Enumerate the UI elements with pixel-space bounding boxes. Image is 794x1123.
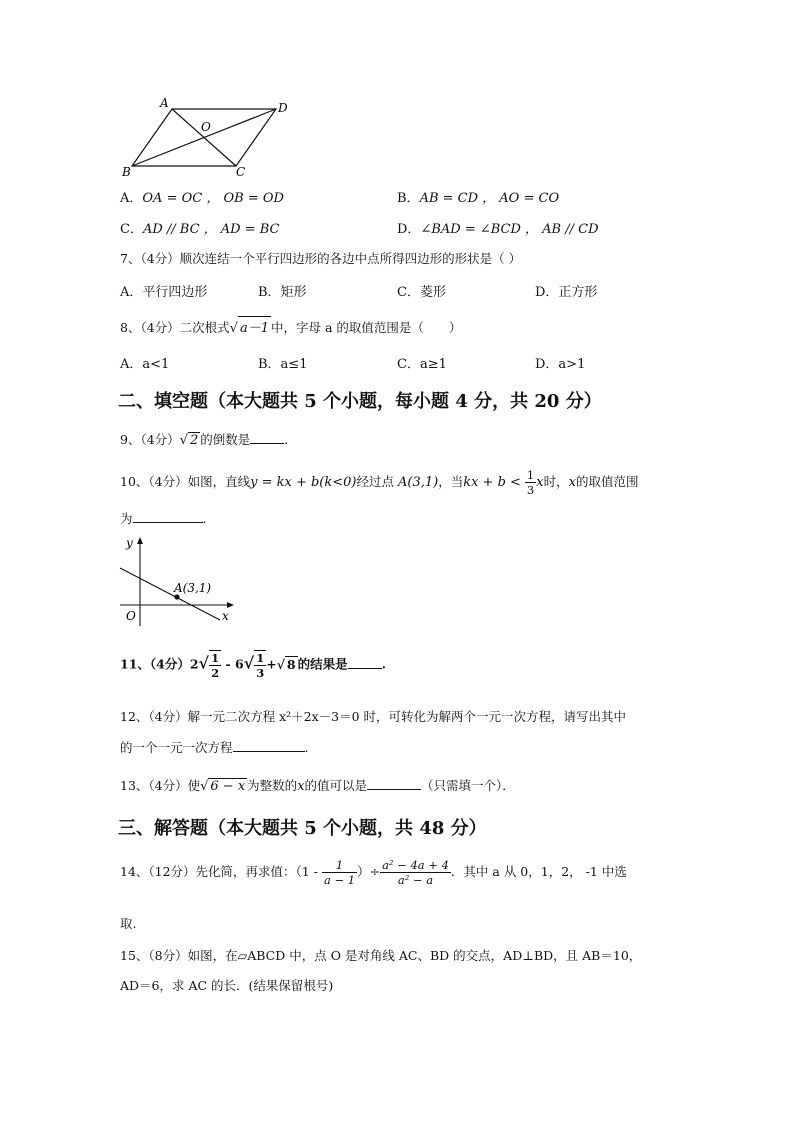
q10-mid3: 时，	[543, 474, 569, 489]
q9-suffix: 的倒数是	[200, 432, 251, 447]
x-axis-arrow	[227, 602, 234, 608]
q8-prefix: 8、（4分）二次根式	[120, 320, 230, 335]
option-letter: A．	[120, 191, 143, 206]
q14-f2-num: a² − 4a + 4	[382, 858, 449, 872]
q13-prefix: 13、（4分）使	[120, 778, 201, 793]
q10-point: A(3,1)	[397, 475, 439, 490]
q7-option-b: B．矩形	[258, 285, 307, 300]
q10-fraction	[525, 468, 536, 497]
label-c: C	[236, 165, 246, 179]
label-x: x	[222, 609, 229, 623]
q13	[120, 776, 515, 794]
q10-line1	[120, 468, 638, 497]
q12-line2-text: 的一个一元一次方程	[120, 740, 233, 755]
y-axis-arrow	[137, 537, 143, 544]
q11-radical-1: √	[198, 653, 210, 673]
q6-option-d	[397, 218, 599, 237]
q14-fraction-2	[380, 858, 451, 887]
point-a	[174, 594, 179, 599]
option-letter: C．	[120, 222, 143, 237]
section-3-heading: 三、解答题（本大题共 5 个小题，共 48 分）	[118, 818, 487, 839]
q10-tail: 的取值范围	[575, 474, 639, 489]
q7-option-d: D．正方形	[535, 285, 598, 300]
q11-radical-2: √	[243, 653, 255, 673]
q14-line2: 取.	[120, 916, 137, 931]
label-a: A	[160, 96, 169, 110]
q8-radicand: a－1	[238, 316, 271, 336]
label-y: y	[126, 536, 133, 550]
option-text: AB = CD ， AO = CO	[419, 191, 560, 206]
q14-f1-den: a − 1	[323, 873, 356, 887]
q8-radical: √ a－1	[230, 321, 271, 336]
q14-line1	[120, 858, 627, 887]
q12-end: .	[304, 740, 309, 755]
q14-f2-den: a² − a	[397, 873, 434, 887]
q8-option-a: A．a<1	[120, 357, 170, 372]
label-d: D	[278, 101, 288, 115]
q10-inequality: kx + b <	[463, 475, 521, 490]
q12-line2	[120, 738, 309, 756]
q11-suffix: 的结果是	[297, 656, 348, 672]
q11-f2-num: 1	[256, 651, 265, 665]
q11-fraction-2	[254, 650, 266, 680]
option-text: AD // BC ， AD = BC	[142, 222, 280, 237]
q8-suffix: 中，字母 a 的取值范围是（ ）	[270, 320, 462, 335]
label-o: O	[201, 120, 211, 134]
q13-tail: （只需填一个）．	[421, 778, 515, 793]
q8-option-b: B．a≤1	[258, 357, 308, 372]
q15-line1: 15、（8分）如图，在▱ABCD 中，点 O 是对角线 AC、BD 的交点，AD⊥BD，且 AB＝10，	[120, 948, 642, 963]
q7-option-c: C．菱形	[397, 285, 446, 300]
q6-option-c	[120, 218, 280, 237]
label-b: B	[122, 165, 131, 179]
q12-line1: 12、（4分）解一元二次方程 x²＋2x－3＝0 时，可转化为解两个一元一次方程，请写出其中	[120, 709, 627, 724]
q11-prefix: 11、（4分）2	[120, 656, 199, 672]
q11-fraction-1	[209, 650, 221, 680]
q11-end: .	[381, 656, 386, 672]
q14-f1-num: 1	[322, 858, 357, 873]
q11-radical-3: √ 8	[276, 656, 296, 672]
q10-end: .	[202, 511, 207, 526]
q10-prefix: 10、（4分）如图，直线	[120, 474, 251, 489]
q7-option-a: A．平行四边形	[120, 285, 208, 300]
q8-stem	[120, 316, 461, 336]
q8-option-d: D．a>1	[535, 357, 586, 372]
q9-radical: √ 2	[179, 433, 199, 448]
q10-var: x	[568, 475, 576, 490]
option-text: OA = OC ， OB = OD	[142, 191, 284, 206]
q15-line2: AD＝6，求 AC 的长．(结果保留根号)	[120, 978, 334, 993]
q10-line2-text: 为	[120, 511, 133, 526]
q8-option-c: C．a≥1	[397, 357, 447, 372]
q13-answer-blank[interactable]	[367, 777, 421, 790]
q11-f2-den: 3	[256, 666, 265, 680]
q6-option-b	[397, 187, 559, 206]
q10-line-equation: y = kx + b(k<0)	[250, 475, 357, 490]
q9-prefix: 9、（4分）	[120, 432, 180, 447]
section-2-heading: 二、填空题（本大题共 5 个小题，每小题 4 分，共 20 分）	[118, 391, 602, 412]
q11-plus: +	[266, 656, 277, 672]
q14-prefix: 14、（12分）先化简，再求值：（1 -	[120, 864, 318, 879]
q13-var: x	[297, 779, 305, 794]
q6-option-a	[120, 187, 284, 206]
q11-radicand-3: 8	[286, 656, 296, 672]
q9-answer-blank[interactable]	[250, 431, 284, 444]
q13-suffix: 的值可以是	[304, 778, 368, 793]
option-text: ∠BAD = ∠BCD ， AB // CD	[420, 222, 599, 237]
q13-radicand: 6 − x	[210, 779, 246, 794]
q11-f1-num: 1	[211, 651, 220, 665]
q12-answer-blank[interactable]	[233, 739, 305, 752]
q11-answer-blank[interactable]	[348, 656, 382, 669]
q10-frac-num: 1	[526, 468, 535, 482]
q10-ineq-x: x	[536, 475, 544, 490]
diagonal-bd	[132, 109, 276, 166]
q9-end: .	[284, 432, 289, 447]
q11-minus: - 6	[225, 656, 244, 672]
option-letter: B．	[397, 191, 420, 206]
q10-answer-blank[interactable]	[133, 510, 203, 523]
parallelogram-figure	[118, 96, 298, 182]
q10-mid1: 经过点	[356, 474, 394, 489]
q9-radicand: 2	[189, 433, 199, 448]
label-origin: O	[126, 609, 136, 623]
q14-fraction-1	[322, 858, 357, 887]
q10-line2	[120, 509, 207, 527]
option-letter: D．	[397, 222, 421, 237]
q9	[120, 430, 288, 448]
q14-suffix: ．其中 a 从 0，1，2， -1 中选	[450, 864, 627, 879]
q14-mid: ）÷	[357, 864, 381, 879]
q11-f1-den: 2	[211, 666, 220, 680]
q13-mid: 为整数的	[247, 778, 298, 793]
label-point-a: A(3,1)	[174, 581, 212, 595]
q13-radical: √ 6 − x	[200, 779, 246, 794]
q7-stem: 7、（4分）顺次连结一个平行四边形的各边中点所得四边形的形状是（ ）	[120, 251, 522, 266]
q10-frac-den: 3	[526, 483, 535, 497]
q10-mid2: ，当	[438, 474, 464, 489]
coordinate-graph-figure	[114, 534, 244, 626]
q11	[120, 650, 386, 680]
